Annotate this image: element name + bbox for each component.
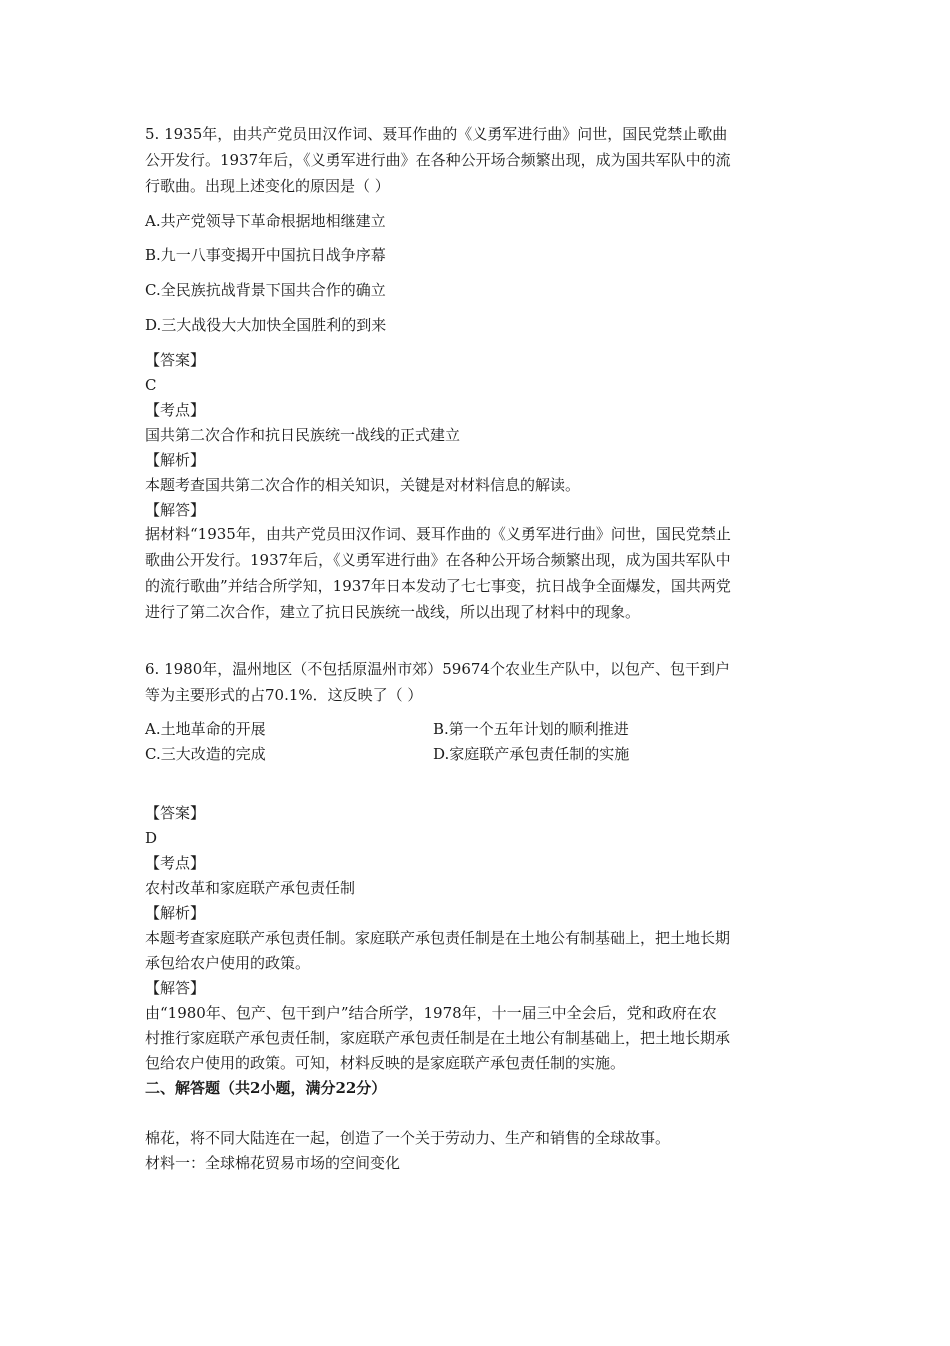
document-page bbox=[145, 0, 815, 1346]
q6-option-b: B.第一个五年计划的顺利推进 bbox=[433, 720, 629, 738]
q6-option-a: A.土地革命的开展 bbox=[145, 720, 266, 738]
q5-answer-label: 【答案】 bbox=[145, 351, 206, 369]
section-2-heading: 二、解答题（共2小题，满分22分） bbox=[145, 1079, 387, 1097]
q5-solution-label: 【解答】 bbox=[145, 501, 206, 519]
q5-solution-line-4: 进行了第二次合作，建立了抗日民族统一战线，所以出现了材料中的现象。 bbox=[145, 603, 641, 621]
q6-stem-line-2: 等为主要形式的占70.1%．这反映了（ ） bbox=[145, 686, 423, 704]
q5-option-b: B.九一八事变揭开中国抗日战争序幕 bbox=[145, 246, 386, 264]
q5-point: 国共第二次合作和抗日民族统一战线的正式建立 bbox=[145, 426, 461, 444]
q6-solution-line-1: 由“1980年、包产、包干到户”结合所学，1978年，十一届三中全会后，党和政府在农 bbox=[145, 1004, 717, 1022]
q5-solution-line-3: 的流行歌曲”并结合所学知，1937年日本发动了七七事变，抗日战争全面爆发，国共两党 bbox=[145, 577, 731, 595]
q5-option-a: A.共产党领导下革命根据地相继建立 bbox=[145, 212, 386, 230]
q6-solution-line-3: 包给农户使用的政策。可知，材料反映的是家庭联产承包责任制的实施。 bbox=[145, 1054, 626, 1072]
q6-option-d: D.家庭联产承包责任制的实施 bbox=[433, 745, 630, 763]
q6-answer-label: 【答案】 bbox=[145, 804, 206, 822]
q5-stem-line-3: 行歌曲。出现上述变化的原因是（ ） bbox=[145, 177, 390, 195]
q5-point-label: 【考点】 bbox=[145, 401, 206, 419]
q5-option-d: D.三大战役大大加快全国胜利的到来 bbox=[145, 316, 387, 334]
q6-analysis-line-1: 本题考查家庭联产承包责任制。家庭联产承包责任制是在土地公有制基础上，把土地长期 bbox=[145, 929, 731, 947]
q6-analysis-line-2: 承包给农户使用的政策。 bbox=[145, 954, 311, 972]
q6-option-c: C.三大改造的完成 bbox=[145, 745, 266, 763]
q5-stem-line-2: 公开发行。1937年后，《义勇军进行曲》在各种公开场合频繁出现，成为国共军队中的流 bbox=[145, 151, 731, 169]
q6-stem-line-1: 6. 1980年，温州地区（不包括原温州市郊）59674个农业生产队中，以包产、包干到户 bbox=[145, 660, 730, 678]
q5-answer: C bbox=[145, 376, 157, 394]
q6-analysis-label: 【解析】 bbox=[145, 904, 206, 922]
q5-analysis-label: 【解析】 bbox=[145, 451, 206, 469]
section-2-material-1: 材料一：全球棉花贸易市场的空间变化 bbox=[145, 1154, 401, 1172]
q6-solution-line-2: 村推行家庭联产承包责任制，家庭联产承包责任制是在土地公有制基础上，把土地长期承 bbox=[145, 1029, 731, 1047]
q6-point: 农村改革和家庭联产承包责任制 bbox=[145, 879, 356, 897]
q5-option-c: C.全民族抗战背景下国共合作的确立 bbox=[145, 281, 386, 299]
q6-solution-label: 【解答】 bbox=[145, 979, 206, 997]
q5-analysis: 本题考查国共第二次合作的相关知识，关键是对材料信息的解读。 bbox=[145, 476, 581, 494]
q5-solution-line-2: 歌曲公开发行。1937年后，《义勇军进行曲》在各种公开场合频繁出现，成为国共军队中 bbox=[145, 551, 731, 569]
section-2-intro: 棉花，将不同大陆连在一起，创造了一个关于劳动力、生产和销售的全球故事。 bbox=[145, 1129, 671, 1147]
q5-stem-line-1: 5. 1935年，由共产党员田汉作词、聂耳作曲的《义勇军进行曲》问世，国民党禁止歌曲 bbox=[145, 125, 728, 143]
q6-answer: D bbox=[145, 829, 158, 847]
q5-solution-line-1: 据材料“1935年，由共产党员田汉作词、聂耳作曲的《义勇军进行曲》问世，国民党禁止 bbox=[145, 525, 731, 543]
q6-point-label: 【考点】 bbox=[145, 854, 206, 872]
